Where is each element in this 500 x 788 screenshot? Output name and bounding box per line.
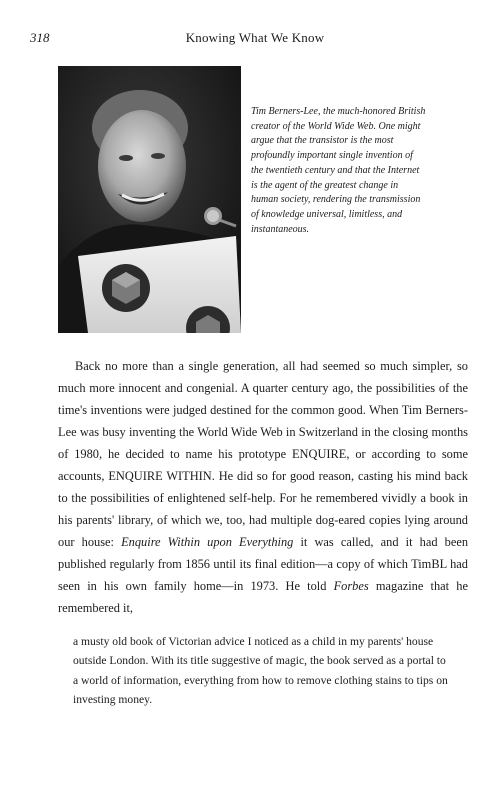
quote-text: a musty old book of Victorian advice I noticed as a child in my parents' house outside London. With its title suggestive of magic, the book served as a portal to a world of information, everything from how to remove clothing stains to tips on investing money.	[73, 635, 448, 706]
book-title: Enquire Within upon Everything	[121, 535, 294, 549]
body-text-part-1: Back no more than a single generation, all had seemed so much simpler, so much more innocent and congenial. A quarter century ago, the possibilities of the time's inventions were judged destined for the common good. When Tim Berners-Lee was busy inventing the World Wide Web in Switzerland in the closing months of 1980, he decided to name his prototype ENQUIRE, or according to some accounts, ENQUIRE WITHIN. He did so for good reason, casting his mind back to the possibilities of enlightened self-help. For he remembered vividly a book in his parents' library, of which we, too, had multiple dog-eared copies lying around our house:	[58, 359, 468, 549]
block-quote	[73, 632, 453, 709]
running-title: Knowing What We Know	[185, 30, 325, 45]
body-text-part-2: it was called, and it had been published regularly from 1856 until its final edition—a copy of which TimBL had seen in his own family home—in 1973. He told	[58, 535, 469, 593]
portrait-photo	[58, 66, 241, 333]
body-text-part-3: magazine that he remembered it,	[58, 579, 468, 615]
page-number: 318	[30, 30, 50, 45]
body-paragraph	[58, 355, 468, 619]
photo-caption: Tim Berners-Lee, the much-honored British creator of the World Wide Web. One might argue that the transistor is the most profoundly important single invention of the twentieth century and that the Internet is the agent of the greatest change in human society, rendering the transmission of knowledge universal, limitless, and instantaneous.	[251, 106, 426, 235]
magazine-name: Forbes	[333, 579, 369, 593]
